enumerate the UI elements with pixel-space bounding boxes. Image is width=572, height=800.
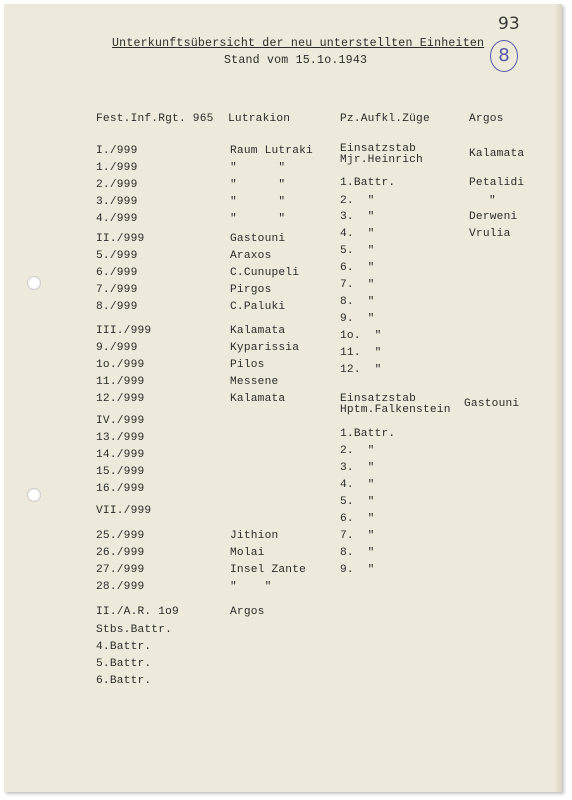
left-row-location: Insel Zante (230, 564, 307, 576)
battery-row-unit: 8. " (340, 547, 375, 559)
left-row-unit: 13./999 (96, 432, 145, 444)
right-col-title-loc: Argos (469, 113, 504, 125)
left-row-unit: 2./999 (96, 179, 138, 191)
left-row-location: C.Cunupeli (230, 267, 300, 279)
battery-row-location: " (489, 195, 496, 207)
left-col-title-unit: Fest.Inf.Rgt. 965 (96, 113, 214, 125)
left-row-location: " " (230, 196, 286, 208)
battery-row-unit: 8. " (340, 296, 375, 308)
left-row-unit: 1./999 (96, 162, 138, 174)
left-row-location: Pilos (230, 359, 265, 371)
left-row-location: Kalamata (230, 325, 286, 337)
left-row-unit: IV./999 (96, 415, 145, 427)
battery-row-unit: 9. " (340, 564, 375, 576)
circled-number: 8 (490, 40, 518, 72)
battery-row-unit: 7. " (340, 530, 375, 542)
battery-row-unit: 6. " (340, 513, 375, 525)
left-row-unit: 3./999 (96, 196, 138, 208)
left-row-unit: 6./999 (96, 267, 138, 279)
left-row-location: Gastouni (230, 233, 286, 245)
battery-row-unit: 1o. " (340, 330, 382, 342)
battery-row-unit: 9. " (340, 313, 375, 325)
battery-row-location: Petalidi (469, 177, 525, 189)
left-row-location: " " (230, 179, 286, 191)
left-row-location: Jithion (230, 530, 279, 542)
left-row-location: Raum Lutraki (230, 145, 313, 157)
left-row-unit: Stbs.Battr. (96, 624, 173, 636)
left-col-title-loc: Lutrakion (228, 113, 291, 125)
left-row-location: " " (230, 581, 272, 593)
stab1-line2: Mjr.Heinrich (340, 154, 423, 166)
battery-row-unit: 6. " (340, 262, 375, 274)
left-row-unit: III./999 (96, 325, 152, 337)
stab1-line1: Einsatzstab (340, 143, 417, 155)
battery-row-unit: 5. " (340, 245, 375, 257)
left-row-unit: 5.Battr. (96, 658, 152, 670)
left-row-unit: 8./999 (96, 301, 138, 313)
battery-row-location: Vrulia (469, 228, 511, 240)
left-row-unit: 25./999 (96, 530, 145, 542)
left-row-unit: 6.Battr. (96, 675, 152, 687)
left-row-unit: 28./999 (96, 581, 145, 593)
battery-row-unit: 1.Battr. (340, 177, 396, 189)
battery-row-unit: 3. " (340, 211, 375, 223)
battery-row-unit: 1.Battr. (340, 428, 396, 440)
battery-row-unit: 3. " (340, 462, 375, 474)
stab2-line2: Hptm.Falkenstein (340, 404, 451, 416)
left-row-unit: 16./999 (96, 483, 145, 495)
left-row-location: C.Paluki (230, 301, 286, 313)
battery-row-unit: 4. " (340, 479, 375, 491)
left-row-unit: I./999 (96, 145, 138, 157)
battery-row-unit: 2. " (340, 445, 375, 457)
right-col-title-unit: Pz.Aufkl.Züge (340, 113, 430, 125)
left-row-unit: 7./999 (96, 284, 138, 296)
left-row-location: Kyparissia (230, 342, 300, 354)
left-row-unit: II./999 (96, 233, 145, 245)
left-row-unit: 4./999 (96, 213, 138, 225)
battery-row-unit: 2. " (340, 195, 375, 207)
left-row-unit: 27./999 (96, 564, 145, 576)
battery-row-unit: 5. " (340, 496, 375, 508)
page-edge-shadow (554, 4, 562, 792)
punch-hole-bottom (27, 488, 41, 502)
left-row-unit: 14./999 (96, 449, 145, 461)
left-row-unit: 4.Battr. (96, 641, 152, 653)
left-row-unit: 15./999 (96, 466, 145, 478)
document-title: Unterkunftsübersicht der neu unterstellten Einheiten (112, 37, 485, 50)
date-line: Stand vom 15.1o.1943 (224, 54, 368, 67)
left-row-unit: 9./999 (96, 342, 138, 354)
left-row-unit: 1o./999 (96, 359, 145, 371)
left-row-location: Argos (230, 606, 265, 618)
battery-row-unit: 12. " (340, 364, 382, 376)
stab2-location: Gastouni (464, 398, 520, 410)
left-row-location: Molai (230, 547, 265, 559)
stab1-location: Kalamata (469, 148, 525, 160)
left-row-location: " " (230, 162, 286, 174)
left-row-location: Pirgos (230, 284, 272, 296)
page-number: 93 (498, 14, 520, 34)
left-row-unit: II./A.R. 1o9 (96, 606, 179, 618)
left-row-unit: VII./999 (96, 505, 152, 517)
battery-row-unit: 7. " (340, 279, 375, 291)
stab2-line1: Einsatzstab (340, 393, 417, 405)
left-row-unit: 26./999 (96, 547, 145, 559)
left-row-unit: 12./999 (96, 393, 145, 405)
battery-row-location: Derweni (469, 211, 518, 223)
left-row-unit: 11./999 (96, 376, 145, 388)
battery-row-unit: 11. " (340, 347, 382, 359)
battery-row-unit: 4. " (340, 228, 375, 240)
left-row-location: Kalamata (230, 393, 286, 405)
punch-hole-top (27, 276, 41, 290)
left-row-location: Messene (230, 376, 279, 388)
left-row-unit: 5./999 (96, 250, 138, 262)
left-row-location: " " (230, 213, 286, 225)
left-row-location: Araxos (230, 250, 272, 262)
